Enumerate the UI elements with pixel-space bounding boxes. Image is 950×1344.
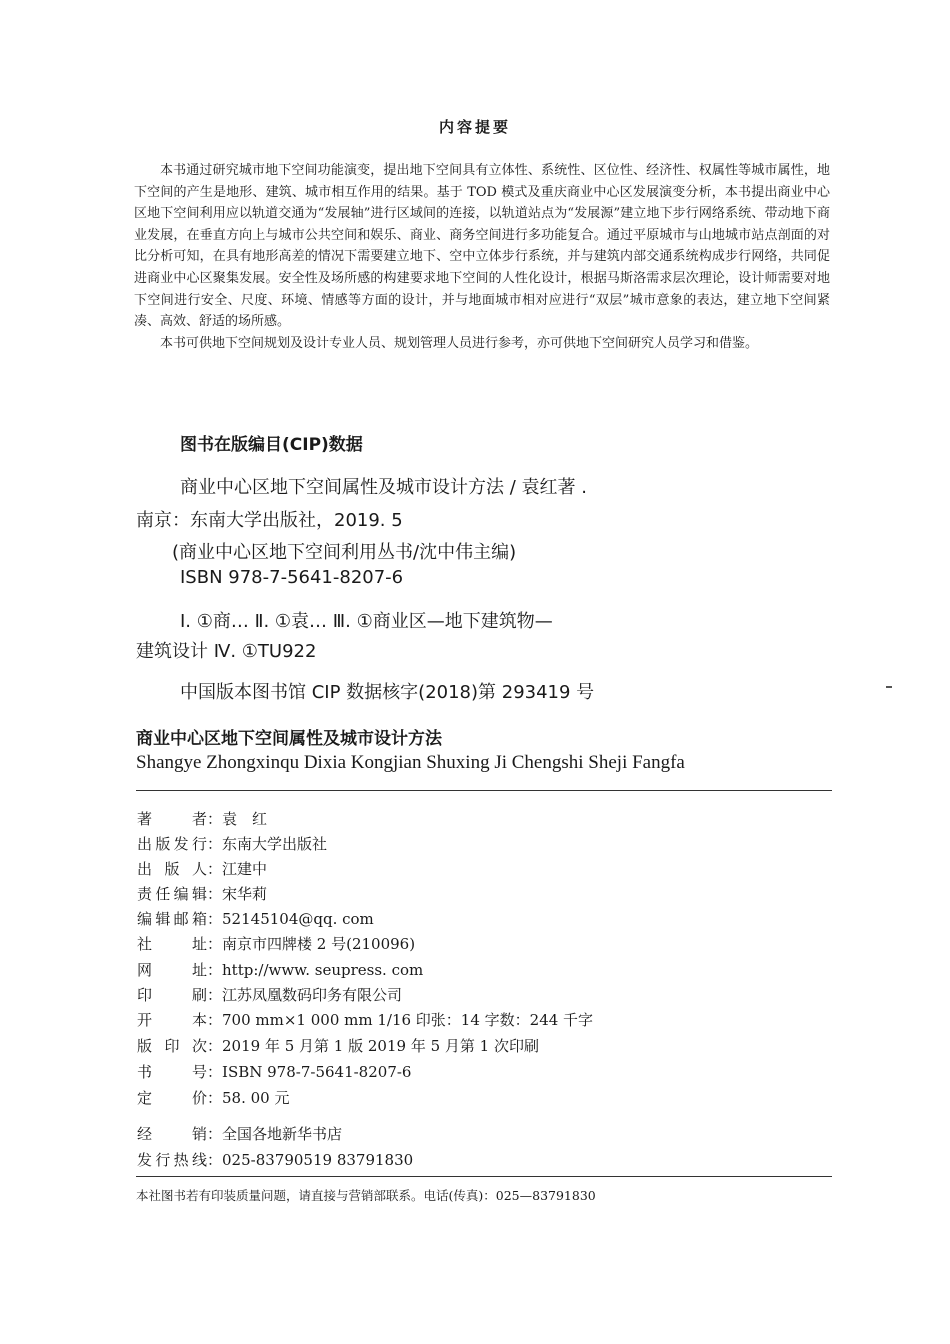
cip-line: 南京：东南大学出版社，2019. 5 (136, 510, 403, 531)
detail-value: 52145104@qq. com (222, 910, 374, 928)
cip-line: ISBN 978-7-5641-8207-6 (180, 567, 404, 588)
detail-row: 编辑邮箱：52145104@qq. com (137, 910, 374, 928)
detail-row: 网址：http://www. seupress. com (137, 961, 424, 979)
detail-value: ISBN 978-7-5641-8207-6 (222, 1063, 412, 1081)
detail-value: 58. 00 元 (222, 1089, 290, 1107)
scan-speck (886, 686, 892, 688)
divider (136, 790, 832, 791)
cip-line: Ⅰ. ①商… Ⅱ. ①袁… Ⅲ. ①商业区—地下建筑物— (180, 611, 553, 632)
detail-label: 责任编辑 (137, 885, 207, 903)
detail-row: 印刷：江苏凤凰数码印务有限公司 (137, 986, 403, 1004)
detail-row: 社址：南京市四牌楼 2 号(210096) (137, 935, 416, 953)
detail-value: 2019 年 5 月第 1 版 2019 年 5 月第 1 次印刷 (222, 1037, 539, 1055)
detail-label: 出版人 (137, 860, 207, 878)
footer-note: 本社图书若有印装质量问题，请直接与营销部联系。电话(传真)：025—83791830 (136, 1188, 596, 1203)
cip-line: 中国版本图书馆 CIP 数据核字(2018)第 293419 号 (180, 682, 595, 703)
detail-value: 025-83790519 83791830 (222, 1151, 414, 1169)
detail-label: 版印次 (137, 1037, 207, 1055)
detail-label: 经销 (137, 1125, 207, 1143)
book-pinyin: Shangye Zhongxinqu Dixia Kongjian Shuxing Ji Chengshi Sheji Fangfa (136, 752, 685, 773)
detail-row: 版印次：2019 年 5 月第 1 版 2019 年 5 月第 1 次印刷 (137, 1037, 539, 1055)
detail-label: 出版发行 (137, 835, 207, 853)
cip-line: 商业中心区地下空间属性及城市设计方法 / 袁红著 . (180, 477, 587, 498)
detail-value: 江建中 (222, 860, 268, 878)
detail-value: 宋华莉 (222, 885, 268, 903)
detail-label: 印刷 (137, 986, 207, 1004)
detail-value: 江苏凤凰数码印务有限公司 (222, 986, 403, 1004)
detail-row: 著者：袁 红 (137, 810, 268, 828)
detail-row: 出版发行：东南大学出版社 (137, 835, 328, 853)
detail-label: 编辑邮箱 (137, 910, 207, 928)
detail-row: 出版人：江建中 (137, 860, 268, 878)
detail-label: 网址 (137, 961, 207, 979)
detail-row: 责任编辑：宋华莉 (137, 885, 268, 903)
summary-title: 内容提要 (438, 118, 511, 136)
detail-row: 定价：58. 00 元 (137, 1089, 290, 1107)
summary-text (134, 160, 830, 354)
detail-row: 发行热线：025-83790519 83791830 (137, 1151, 414, 1169)
summary-paragraph: 本书可供地下空间规划及设计专业人员、规划管理人员进行参考，亦可供地下空间研究人员学习和借鉴。 (160, 335, 759, 351)
detail-value: 700 mm×1 000 mm 1/16 印张：14 字数：244 千字 (222, 1011, 594, 1029)
detail-label: 书号 (137, 1063, 207, 1081)
detail-value: http://www. seupress. com (222, 961, 424, 979)
detail-row: 书号：ISBN 978-7-5641-8207-6 (137, 1063, 412, 1081)
detail-label: 发行热线 (137, 1151, 207, 1169)
detail-label: 社址 (137, 935, 207, 953)
summary-paragraph: 本书通过研究城市地下空间功能演变，提出地下空间具有立体性、系统性、区位性、经济性、权属性等城市属性，地下空间的产生是地形、建筑、城市相互作用的结果。基于 TOD 模式及重庆商业中心区发展演变分析，本书提出商业中心区地下空间利用应以轨道交通为“发展轴”进行区域间的连接，以轨道站点为“发展源”建立地下步行网络系统、带动地下商业发展，在垂直方向上与城市公共空间和娱乐、商业、商务空间进行多功能复合。通过平原城市与山地城市站点剖面的对比分析可知，在具有地形高差的情况下需要建立地下、空中立体步行系统，并与建筑内部交通系统构成步行网络，共同促进商业中心区聚集发展。安全性及场所感的构建要求地下空间的人性化设计，根据马斯洛需求层次理论，设计师需要对地下空间进行安全、尺度、环境、情感等方面的设计，并与地面城市相对应进行“双层”城市意象的表达，建立地下空间紧凑、高效、舒适的场所感。 (134, 163, 830, 330)
detail-value: 袁 红 (222, 810, 268, 828)
cip-heading: 图书在版编目(CIP)数据 (180, 435, 363, 455)
detail-value: 全国各地新华书店 (222, 1125, 343, 1143)
detail-row: 经销：全国各地新华书店 (137, 1125, 343, 1143)
cip-line: (商业中心区地下空间利用丛书/沈中伟主编) (172, 542, 517, 563)
detail-value: 东南大学出版社 (222, 835, 328, 853)
detail-value: 南京市四牌楼 2 号(210096) (222, 935, 416, 953)
detail-label: 定价 (137, 1089, 207, 1107)
cip-line: 建筑设计 Ⅳ. ①TU922 (136, 641, 317, 662)
detail-row: 开本：700 mm×1 000 mm 1/16 印张：14 字数：244 千字 (137, 1011, 594, 1029)
divider (136, 1176, 832, 1177)
detail-label: 著者 (137, 810, 207, 828)
detail-label: 开本 (137, 1011, 207, 1029)
book-title: 商业中心区地下空间属性及城市设计方法 (136, 729, 442, 749)
